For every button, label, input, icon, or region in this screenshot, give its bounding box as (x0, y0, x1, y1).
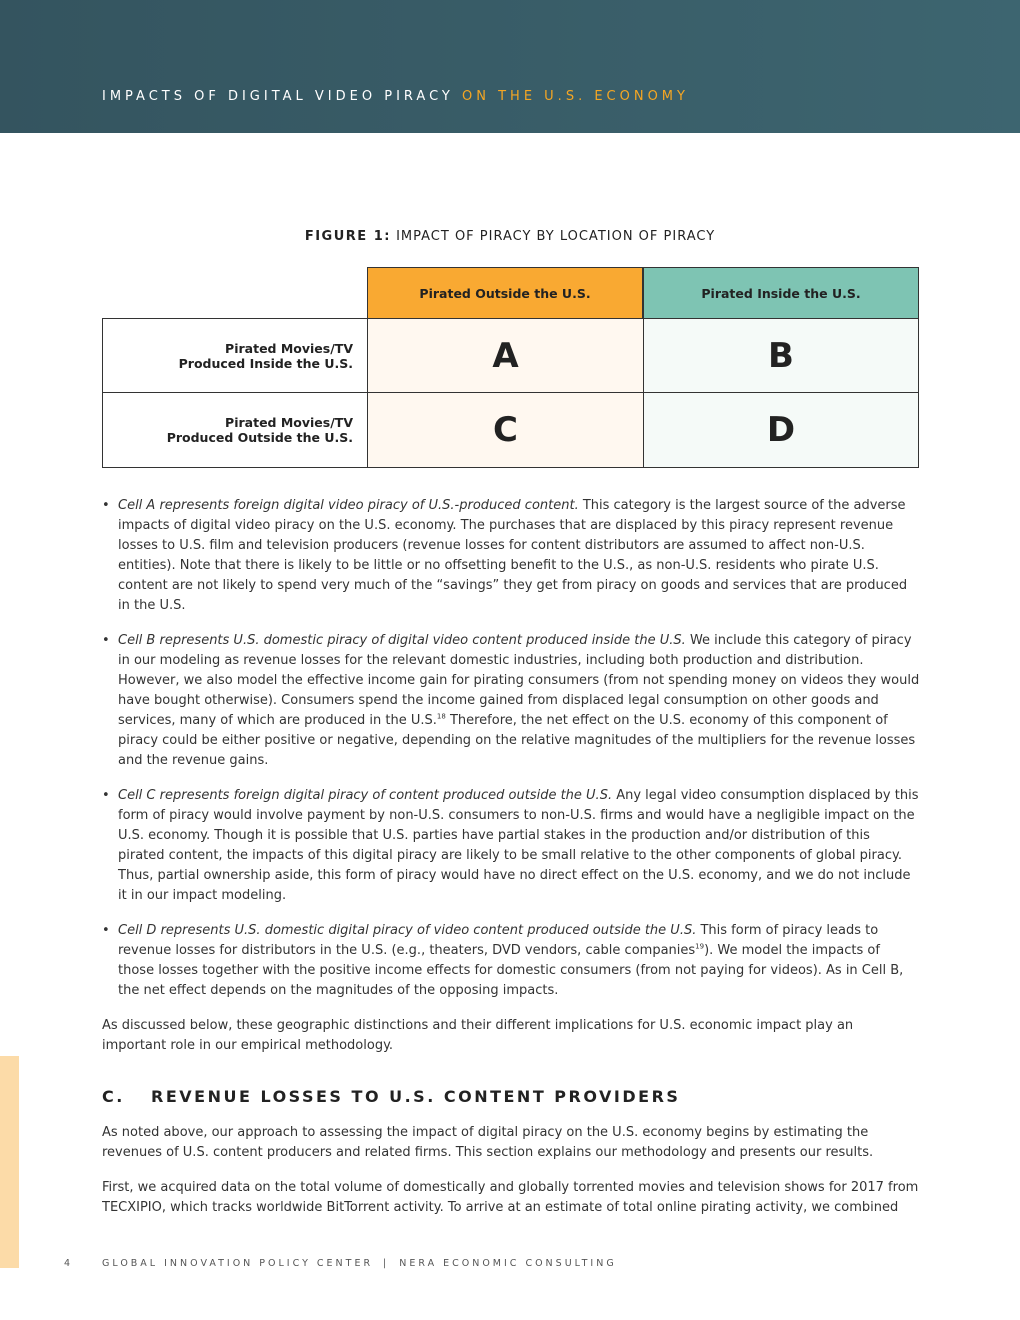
header-title (102, 89, 689, 104)
header-title-accent: ON THE U.S. ECONOMY (462, 89, 689, 104)
bullet-text-after: Therefore, the net effect on the U.S. economy of this component of piracy could be either positive or negative, depending on the relative magnitudes of the multipliers for the revenue losses and the revenue gains. (118, 713, 916, 768)
column-header-inside: Pirated Inside the U.S. (643, 267, 919, 319)
bullet-cell-c (102, 786, 920, 906)
section-heading (102, 1087, 680, 1106)
footer-separator: | (383, 1258, 390, 1269)
bullet-lead: Cell A represents foreign digital video piracy of U.S.-produced content. (118, 498, 579, 513)
paragraph-approach: As noted above, our approach to assessing the impact of digital piracy on the U.S. economy begins by estimating the revenues of U.S. content producers and related firms. This section explains our methodology and presents our results. (102, 1125, 874, 1160)
bullet-marker: • (102, 498, 110, 513)
row2-line2: Produced Outside the U.S. (166, 430, 353, 445)
bullet-text: We include this category of piracy in our modeling as revenue losses for the relevant domestic industries, including both production and distribution. However, we also model the effective income gain for pirating consumers (from not spending money on videos they would have bought otherwise). Consumers spend the income gained from displaced legal consumption on other goods and services, many of which are produced in the U.S. (118, 633, 920, 728)
bullet-text: This category is the largest source of the adverse impacts of digital video piracy on the U.S. economy. The purchases that are displaced by this piracy represent revenue losses to U.S. film and television producers (revenue losses for content distributors are assumed to affect non-U.S. entities). Note that there is likely to be little or no offsetting benefit to the U.S., as non-U.S. residents who pirate U.S. content are not likely to spend very much of the “savings” they get from piracy on goods and services that are produced in the U.S. (118, 498, 908, 613)
footnote-ref: 19 (695, 942, 705, 951)
bullet-cell-d (102, 921, 920, 1001)
row1-line2: Produced Inside the U.S. (178, 355, 353, 371)
footer-org-left: GLOBAL INNOVATION POLICY CENTER (102, 1258, 374, 1269)
section-number: C. (102, 1087, 125, 1106)
bullet-marker: • (102, 923, 110, 938)
footnote-ref: 18 (436, 712, 446, 721)
side-accent-bar (0, 1056, 19, 1268)
bullet-cell-a (102, 496, 920, 616)
row2-line1: Pirated Movies/TV (225, 415, 353, 430)
cell-d: D (643, 392, 919, 468)
column-header-outside: Pirated Outside the U.S. (367, 267, 643, 319)
cell-a: A (367, 318, 644, 393)
paragraph-geographic: As discussed below, these geographic distinctions and their different implications for U.S. economic impact play an important role in our empirical methodology. (102, 1018, 854, 1053)
bullet-text: Any legal video consumption displaced by this form of piracy would involve payment by non-U.S. consumers to non-U.S. firms and would have a negligible impact on the U.S. economy. Though it is possible that U.S. parties have partial stakes in the production and/or distribution of this pirated content, the impacts of this digital piracy are likely to be small relative to the other components of global piracy. Thus, partial ownership aside, this form of piracy would have no direct effect on the U.S. economy, and we do not include it in our impact modeling. (118, 788, 919, 903)
figure-label: FIGURE 1: (304, 229, 391, 244)
page-header (0, 0, 1020, 133)
bullet-marker: • (102, 788, 110, 803)
figure-title: IMPACT OF PIRACY BY LOCATION OF PIRACY (396, 229, 716, 244)
bullet-cell-b (102, 631, 920, 771)
figure-caption (0, 229, 1020, 244)
piracy-matrix (102, 267, 919, 468)
page-number: 4 (64, 1258, 71, 1269)
cell-c: C (367, 392, 644, 468)
footer-org-right: NERA ECONOMIC CONSULTING (399, 1258, 617, 1269)
cell-b: B (643, 318, 919, 393)
row1-line1: Pirated Movies/TV (225, 340, 353, 356)
bullet-text-after: ). We model the impacts of those losses together with the positive income effects for domestic consumers (from not paying for videos). As in Cell B, the net effect depends on the magnitudes of the opposing impacts. (118, 943, 904, 998)
bullet-marker: • (102, 633, 110, 648)
bullet-lead: Cell C represents foreign digital piracy of content produced outside the U.S. (118, 788, 613, 803)
footer-credits (102, 1258, 617, 1269)
section-title: REVENUE LOSSES TO U.S. CONTENT PROVIDERS (151, 1087, 681, 1106)
row-header-outside (102, 392, 368, 468)
header-title-main: IMPACTS OF DIGITAL VIDEO PIRACY (102, 89, 454, 104)
bullet-lead: Cell D represents U.S. domestic digital piracy of video content produced outside the U.S. (118, 923, 697, 938)
row-header-inside (102, 318, 368, 393)
bullet-lead: Cell B represents U.S. domestic piracy of digital video content produced inside the U.S. (118, 633, 686, 648)
bullet-text: This form of piracy leads to revenue losses for distributors in the U.S. (e.g., theaters, DVD vendors, cable companies (118, 923, 879, 958)
paragraph-data-source: First, we acquired data on the total volume of domestically and globally torrented movies and television shows for 2017 from TECXIPIO, which tracks worldwide BitTorrent activity. To arrive at an estimate of total online pirating activity, we combined (102, 1180, 919, 1215)
